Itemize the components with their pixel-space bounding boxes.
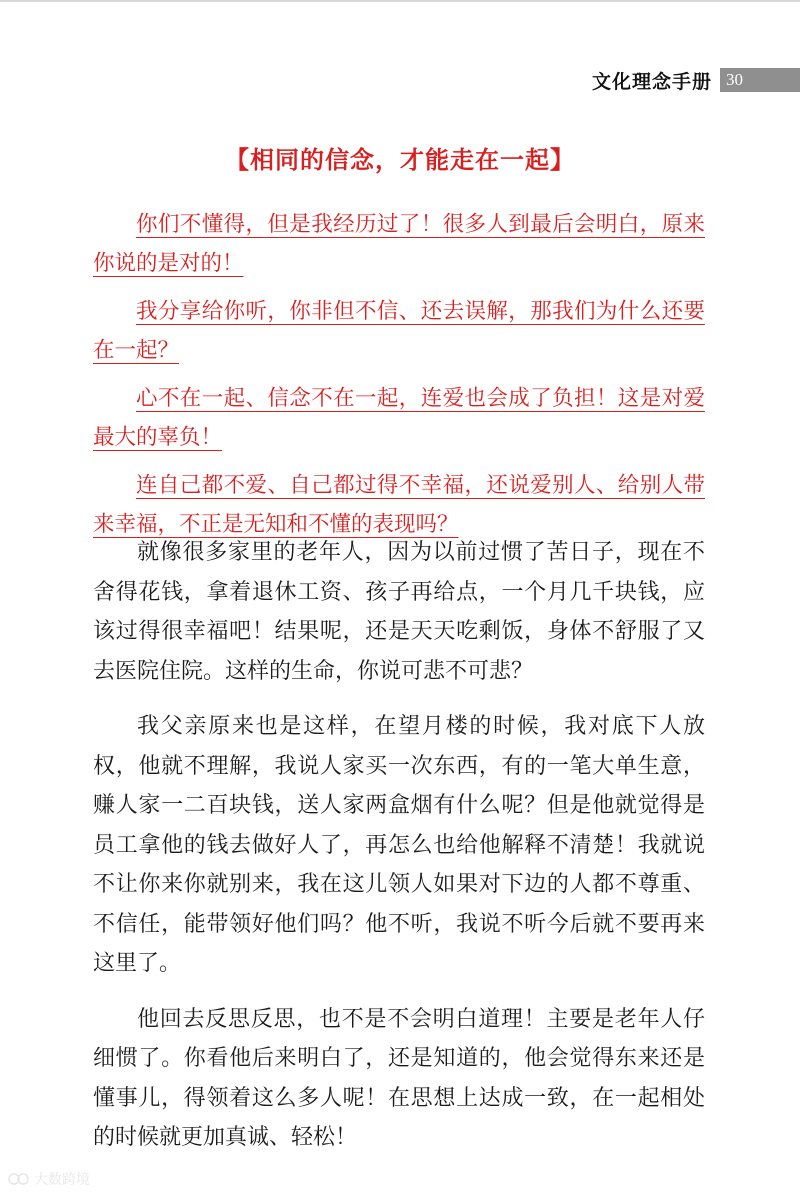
highlighted-quotes: [93, 205, 705, 553]
watermark: [8, 1169, 90, 1189]
watermark-logo-icon: [8, 1172, 30, 1186]
watermark-text: 大数跨境: [34, 1172, 90, 1188]
body-text: [93, 533, 705, 1174]
quote-paragraph: 连自己都不爱、自己都过得不幸福，还说爱别人、给别人带来幸福，不正是无知和不懂的表现吗？: [93, 473, 705, 537]
handbook-title: 文化理念手册: [591, 70, 712, 93]
body-paragraph: 他回去反思反思，也不是不会明白道理！主要是老年人仔细惯了。你看他后来明白了，还是知道的，他会觉得东来还是懂事儿，得领着这么多人呢！在思想上达成一致，在一起相处的时候就更加真诚、轻松！: [93, 1006, 705, 1150]
body-paragraph: 就像很多家里的老年人，因为以前过惯了苦日子，现在不舍得花钱，拿着退休工资、孩子再给点，一个月几千块钱，应该过得很幸福吧！结果呢，还是天天吃剩饭，身体不舒服了又去医院住院。这样的生命，你说可悲不可悲？: [93, 540, 705, 684]
quote-paragraph: 心不在一起、信念不在一起，连爱也会成了负担！这是对爱最大的辜负！: [93, 386, 705, 450]
quote-paragraph: 我分享给你听，你非但不信、还去误解，那我们为什么还要在一起？: [93, 299, 705, 363]
quote-paragraph: 你们不懂得，但是我经历过了！很多人到最后会明白，原来你说的是对的！: [93, 212, 705, 276]
section-title: 【相同的信念，才能走在一起】: [225, 145, 575, 174]
body-paragraph: 我父亲原来也是这样，在望月楼的时候，我对底下人放权，他就不理解，我说人家买一次东西，有的一笔大单生意，赚人家一二百块钱，送人家两盒烟有什么呢？但是他就觉得是员工拿他的钱去做好人了，再怎么也给他解释不清楚！我就说不让你来你就别来，我在这儿领人如果对下边的人都不尊重、不信任，能带领好他们吗？他不听，我说不听今后就不要再来这里了。: [93, 714, 705, 976]
page-header: [592, 66, 800, 94]
top-border-line: [0, 0, 800, 2]
page-number: 30: [720, 68, 800, 92]
